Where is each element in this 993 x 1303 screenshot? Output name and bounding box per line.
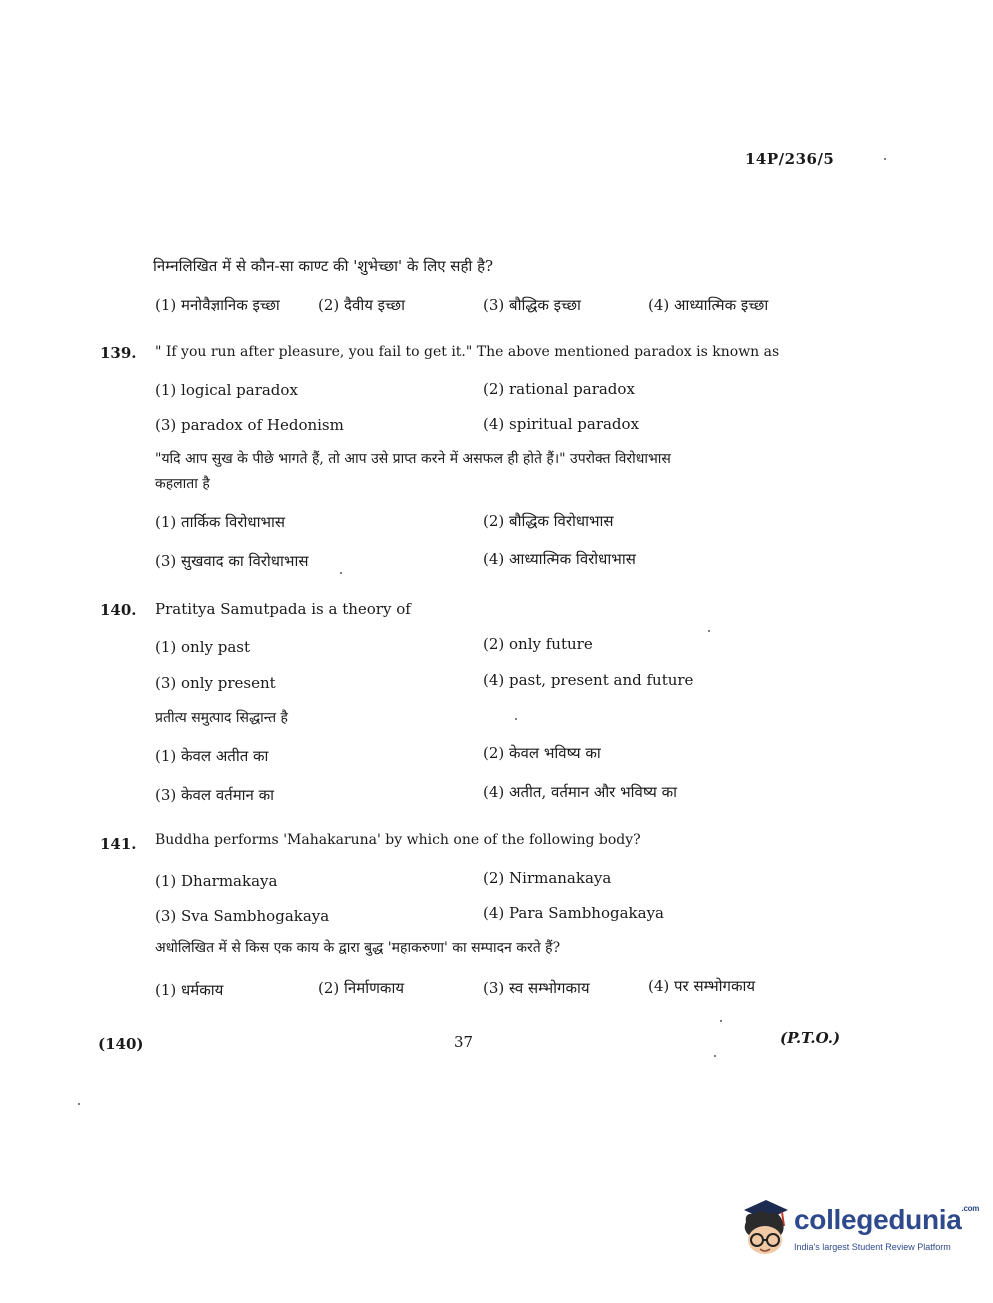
q139-option-4: (4) spiritual paradox — [483, 415, 640, 433]
q141-hindi-option-2: (2) निर्माणकाय — [318, 979, 405, 997]
q141-hindi-option-4: (4) पर सम्भोगकाय — [648, 977, 756, 995]
scan-speck — [714, 1055, 716, 1057]
q140-hindi-option-3: (3) केवल वर्तमान का — [155, 786, 275, 804]
q141-number: 141. — [100, 835, 137, 853]
q140-option-4: (4) past, present and future — [483, 671, 694, 689]
scan-speck — [708, 630, 710, 632]
q139-hindi-question-line2: कहलाता है — [155, 476, 210, 492]
q140-hindi-question: प्रतीत्य समुत्पाद सिद्धान्त है — [155, 710, 288, 726]
scan-speck — [515, 718, 517, 720]
paper-code: 14P/236/5 — [745, 150, 835, 168]
pto-label: (P.T.O.) — [780, 1029, 841, 1047]
q141-option-4: (4) Para Sambhogakaya — [483, 904, 664, 922]
q139-hindi-question-line1: "यदि आप सुख के पीछे भागते हैं, तो आप उसे प्राप्त करने में असफल ही होते हैं।" उपरोक्त विरोधाभास — [155, 451, 671, 467]
q139-number: 139. — [100, 344, 137, 362]
q141-option-2: (2) Nirmanakaya — [483, 869, 612, 887]
q139-hindi-option-1: (1) तार्किक विरोधाभास — [155, 513, 286, 531]
mascot-icon — [736, 1196, 794, 1262]
q139-hindi-option-3: (3) सुखवाद का विरोधाभास — [155, 552, 309, 570]
scan-speck — [884, 158, 886, 160]
q138-hindi-option-3: (3) बौद्धिक इच्छा — [483, 296, 581, 314]
q141-hindi-option-3: (3) स्व सम्भोगकाय — [483, 979, 590, 997]
q140-hindi-option-4: (4) अतीत, वर्तमान और भविष्य का — [483, 783, 678, 801]
q139-hindi-option-4: (4) आध्यात्मिक विरोधाभास — [483, 550, 636, 568]
q138-hindi-question: निम्नलिखित में से कौन-सा काण्ट की 'शुभेच्छा' के लिए सही है? — [153, 257, 494, 275]
q141-question: Buddha performs 'Mahakaruna' by which one of the following body? — [155, 832, 641, 848]
q138-hindi-option-1: (1) मनोवैज्ञानिक इच्छा — [155, 296, 280, 314]
scan-speck — [720, 1020, 722, 1022]
q139-option-1: (1) logical paradox — [155, 381, 298, 399]
collegedunia-logo — [736, 1196, 980, 1262]
q140-number: 140. — [100, 601, 137, 619]
q140-hindi-option-1: (1) केवल अतीत का — [155, 747, 269, 765]
q139-option-3: (3) paradox of Hedonism — [155, 416, 344, 434]
q140-option-1: (1) only past — [155, 638, 251, 656]
q139-question: " If you run after pleasure, you fail to get it." The above mentioned paradox is known as — [155, 344, 780, 360]
q140-question: Pratitya Samutpada is a theory of — [155, 600, 411, 618]
page-number: 37 — [454, 1033, 474, 1051]
q141-hindi-option-1: (1) धर्मकाय — [155, 981, 224, 999]
q141-option-3: (3) Sva Sambhogakaya — [155, 907, 330, 925]
scan-speck — [78, 1103, 80, 1105]
q140-option-2: (2) only future — [483, 635, 593, 653]
booklet-number: (140) — [98, 1035, 144, 1053]
q139-option-2: (2) rational paradox — [483, 380, 635, 398]
q141-option-1: (1) Dharmakaya — [155, 872, 278, 890]
q141-hindi-question: अधोलिखित में से किस एक काय के द्वारा बुद्ध 'महाकरुणा' का सम्पादन करते हैं? — [155, 940, 561, 956]
logo-tagline: India's largest Student Review Platform — [794, 1242, 951, 1252]
q138-hindi-option-2: (2) दैवीय इच्छा — [318, 296, 405, 314]
q139-hindi-option-2: (2) बौद्धिक विरोधाभास — [483, 512, 614, 530]
logo-wordmark: collegedunia$^{.com}$ — [794, 1204, 980, 1235]
q140-hindi-option-2: (2) केवल भविष्य का — [483, 744, 601, 762]
q140-option-3: (3) only present — [155, 674, 276, 692]
q138-hindi-option-4: (4) आध्यात्मिक इच्छा — [648, 296, 769, 314]
scan-speck — [340, 572, 342, 574]
